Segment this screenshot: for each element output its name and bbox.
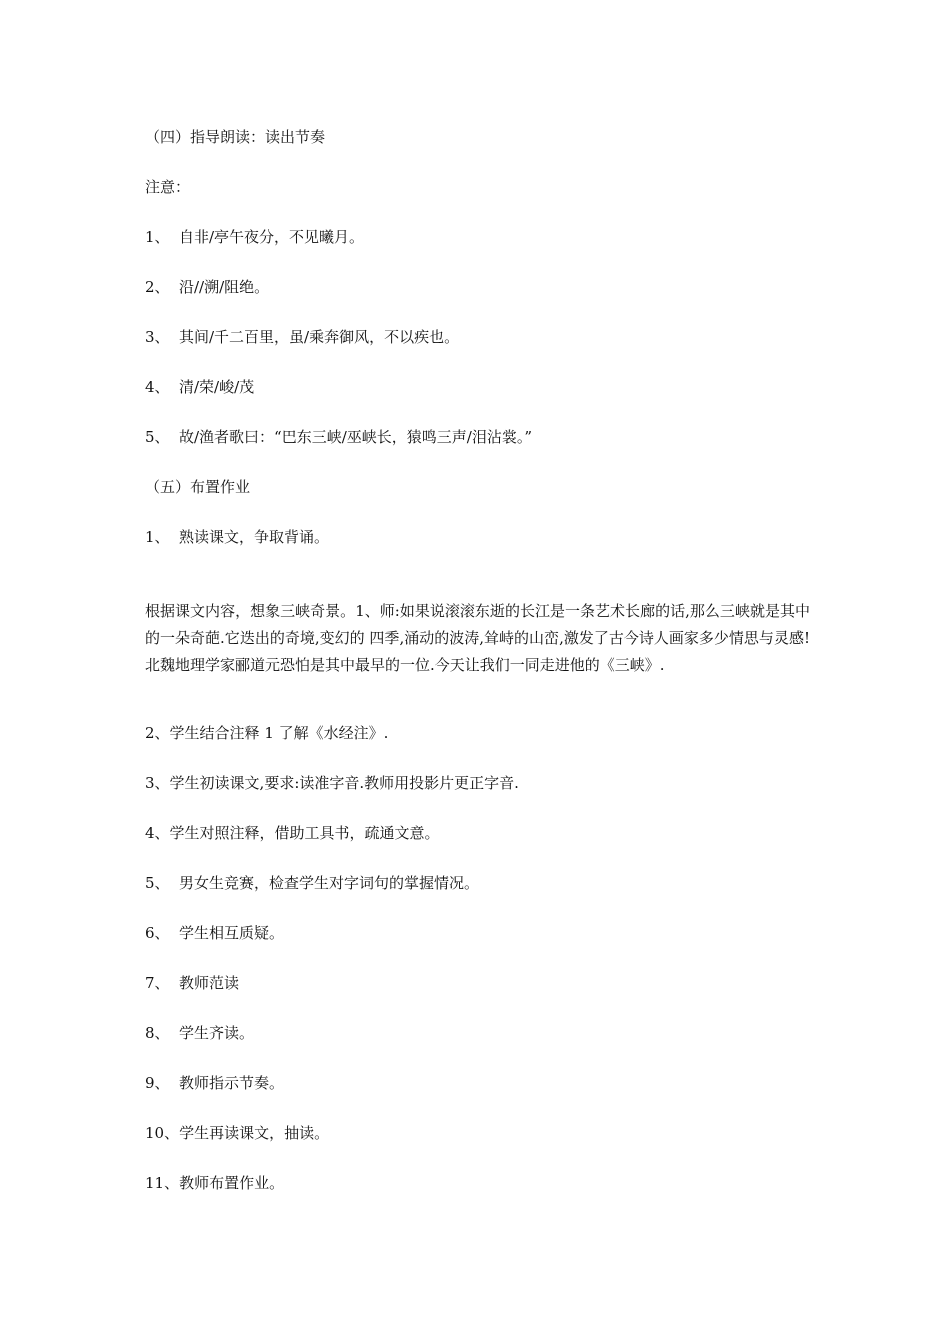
- item-number: 3、: [145, 328, 170, 346]
- step-number: 10、: [145, 1124, 180, 1142]
- step-item: [145, 1123, 329, 1143]
- item-text: 其间/千二百里，虽/乘奔御风，不以疾也。: [179, 328, 460, 346]
- reading-item: [145, 427, 532, 447]
- step-number: 2、: [145, 724, 170, 742]
- step-text: 学生相互质疑。: [179, 924, 285, 942]
- step-text: 教师指示节奏。: [179, 1074, 285, 1092]
- step-item: [145, 923, 284, 943]
- step-text: 学生对照注释，借助工具书，疏通文意。: [169, 824, 440, 842]
- step-number: 8、: [145, 1024, 170, 1042]
- item-text: 沿//溯/阻绝。: [179, 278, 270, 296]
- step-item: [145, 823, 440, 843]
- item-text: 自非/亭午夜分，不见曦月。: [179, 228, 365, 246]
- section-five-heading: （五）布置作业: [145, 478, 251, 496]
- step-item: [145, 1173, 284, 1193]
- step-number: 4、: [145, 824, 170, 842]
- step-number: 7、: [145, 974, 170, 992]
- section-four-heading: （四）指导朗读：读出节奏: [145, 128, 326, 146]
- step-number: 5、: [145, 874, 170, 892]
- note-label: 注意：: [145, 178, 191, 196]
- step-number: 3、: [145, 774, 170, 792]
- step-item: [145, 873, 479, 893]
- reading-item: [145, 327, 459, 347]
- reading-item: [145, 277, 269, 297]
- item-text: 熟读课文，争取背诵。: [179, 528, 330, 546]
- item-number: 1、: [145, 528, 170, 546]
- reading-item: [145, 227, 364, 247]
- item-number: 2、: [145, 278, 170, 296]
- step-item: [145, 773, 519, 793]
- step-item: [145, 973, 239, 993]
- step-text: 教师布置作业。: [179, 1174, 285, 1192]
- step-text: 学生齐读。: [179, 1024, 255, 1042]
- item-number: 4、: [145, 378, 170, 396]
- item-number: 1、: [145, 228, 170, 246]
- step-text: 学生初读课文,要求:读准字音.教师用投影片更正字音.: [169, 774, 519, 792]
- intro-paragraph: 根据课文内容，想象三峡奇景。1、师:如果说滚滚东逝的长江是一条艺术长廊的话,那么三峡就是其中的一朵奇葩.它迭出的奇境,变幻的 四季,涌动的波涛,耸峙的山峦,激发了古今诗人画家多少情思与灵感!北魏地理学家郦道元恐怕是其中最早的一位.今天让我们一同走进他的《三峡》.: [145, 602, 810, 674]
- step-number: 11、: [145, 1174, 180, 1192]
- step-text: 男女生竞赛，检查学生对字词句的掌握情况。: [179, 874, 480, 892]
- step-item: [145, 723, 388, 743]
- item-text: 故/渔者歌曰：“巴东三峡/巫峡长，猿鸣三声/泪沾裳。”: [179, 428, 533, 446]
- reading-item: [145, 377, 254, 397]
- step-text: 学生再读课文，抽读。: [179, 1124, 330, 1142]
- step-number: 6、: [145, 924, 170, 942]
- step-text: 教师范读: [179, 974, 240, 992]
- step-text: 学生结合注释 1 了解《水经注》.: [169, 724, 389, 742]
- step-item: [145, 1023, 254, 1043]
- item-number: 5、: [145, 428, 170, 446]
- homework-item: [145, 527, 329, 547]
- step-number: 9、: [145, 1074, 170, 1092]
- item-text: 清/荣/峻/茂: [179, 378, 255, 396]
- step-item: [145, 1073, 284, 1093]
